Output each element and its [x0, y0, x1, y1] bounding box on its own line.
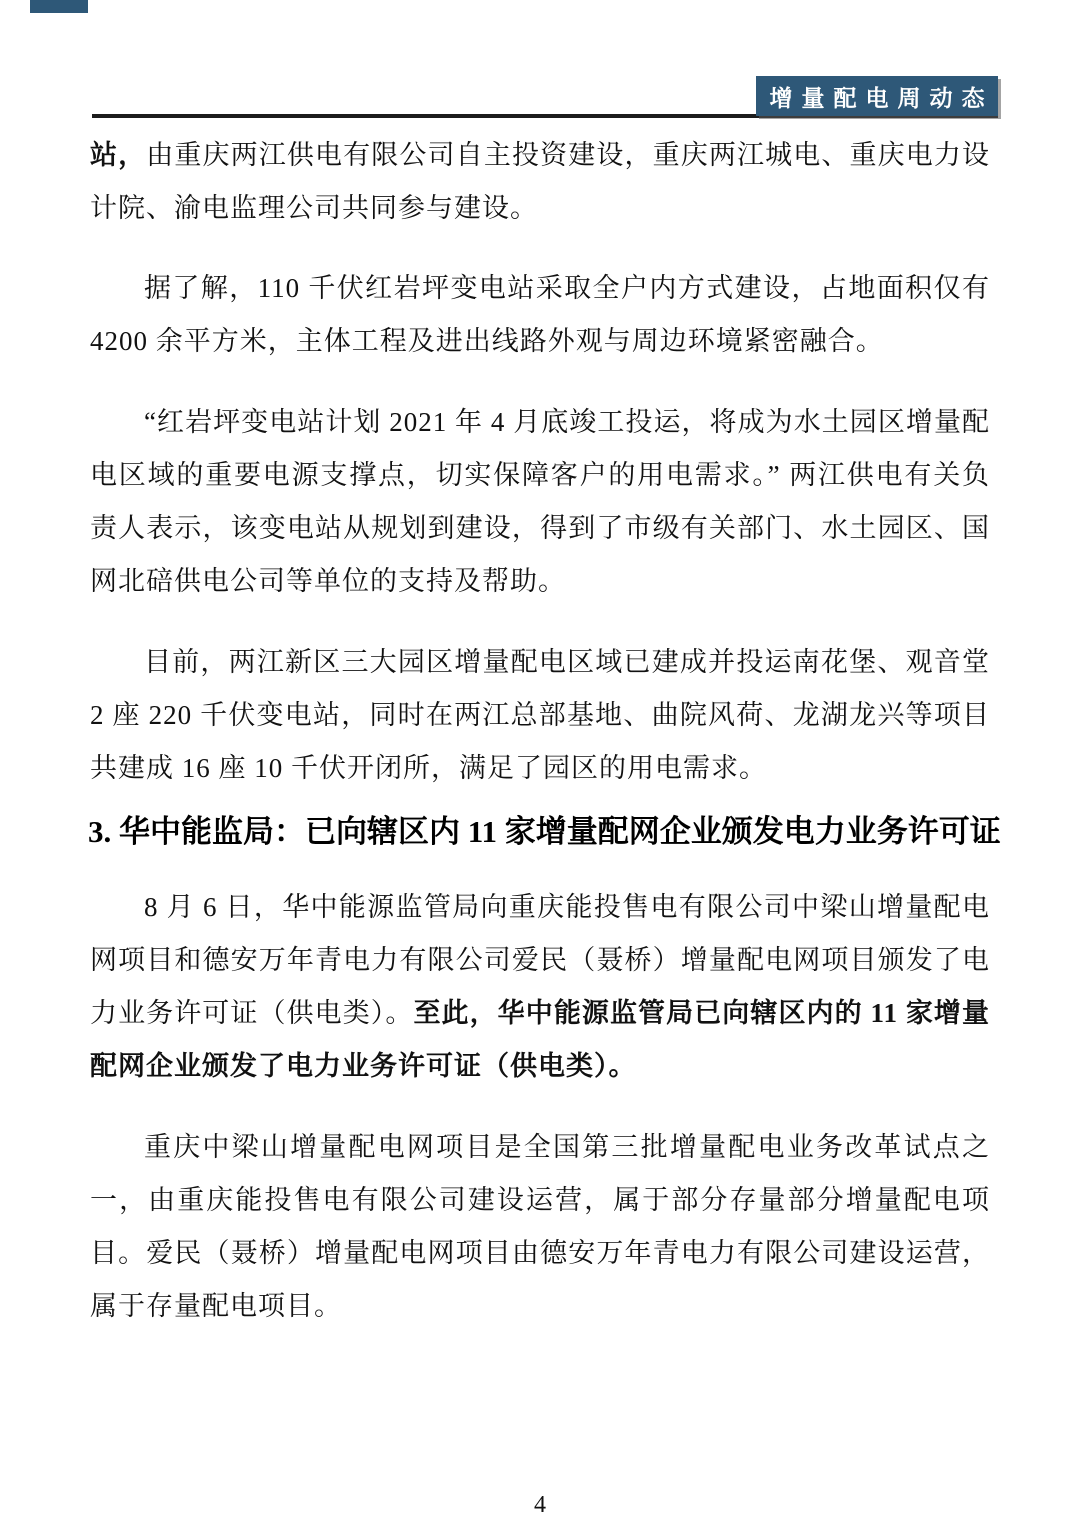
paragraph-5-bold: 至此，华中能源监管局已向辖区内的 11 家增量配网企业颁发了电力业务许可证（供电类）。 [90, 998, 990, 1081]
header-badge-label: 增量配电周动态 [769, 84, 994, 111]
page-number: 4 [534, 1492, 546, 1518]
paragraph-continuation [90, 129, 990, 235]
paragraph-4: 目前，两江新区三大园区增量配电区域已建成并投运南花堡、观音堂 2 座 220 千伏变电站，同时在两江总部基地、曲院风荷、龙湖龙兴等项目共建成 16 座 10 千伏开闭所，满足了园区的用电需求。 [90, 647, 990, 783]
paragraph-continuation-bold-lead: 站， [90, 140, 147, 170]
corner-accent-bar [30, 0, 88, 13]
paragraph-5 [90, 881, 990, 1093]
paragraph-continuation-text: 由重庆两江供电有限公司自主投资建设，重庆两江城电、重庆电力设计院、渝电监理公司共同参与建设。 [90, 140, 991, 223]
paragraph-3: “红岩坪变电站计划 2021 年 4 月底竣工投运，将成为水土园区增量配电区域的重要电源支撑点，切实保障客户的用电需求。” 两江供电有关负责人表示，该变电站从规划到建设，得到了市级有关部门、水土园区、国网北碚供电公司等单位的支持及帮助。 [90, 407, 990, 596]
paragraph-6: 重庆中梁山增量配电网项目是全国第三批增量配电业务改革试点之一，由重庆能投售电有限公司建设运营，属于部分存量部分增量配电项目。爱民（聂桥）增量配电网项目由德安万年青电力有限公司建设运营，属于存量配电项目。 [90, 1132, 990, 1321]
section-heading: 3. 华中能监局：已向辖区内 11 家增量配网企业颁发电力业务许可证 [88, 814, 1001, 849]
header-badge [756, 76, 998, 116]
paragraph-5-normal: 8 月 6 日，华中能源监管局向重庆能投售电有限公司中梁山增量配电网项目和德安万年青电力有限公司爱民（聂桥）增量配电网项目颁发了电力业务许可证（供电类）。 [90, 892, 990, 1028]
paragraph-2: 据了解，110 千伏红岩坪变电站采取全户内方式建设，占地面积仅有 4200 余平方米，主体工程及进出线路外观与周边环境紧密融合。 [90, 273, 990, 356]
